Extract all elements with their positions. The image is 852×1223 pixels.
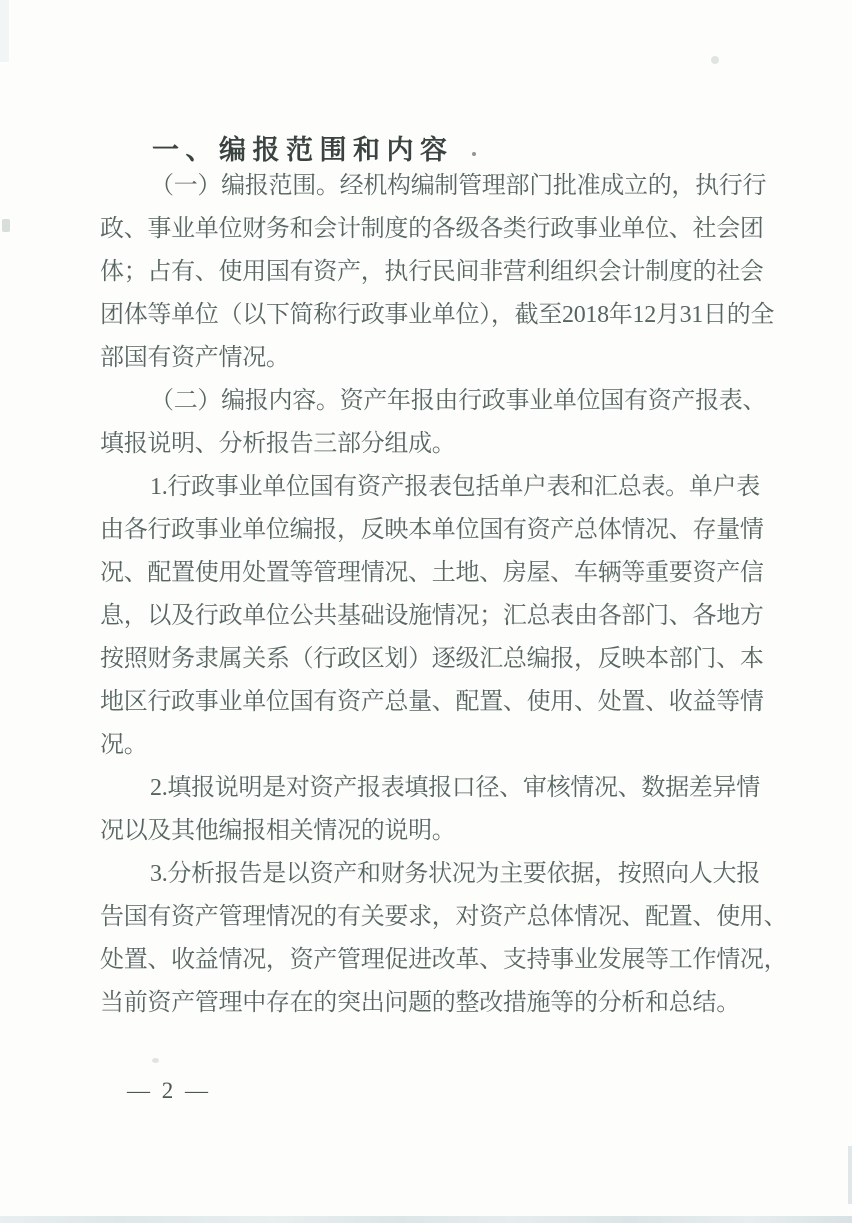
scan-speck-left-edge [2,219,10,232]
text-line: 地区行政事业单位国有资产总量、配置、使用、处置、收益等情 [100,689,764,715]
text-line: 体；占有、使用国有资产，执行民间非营利组织会计制度的社会 [100,259,764,285]
text-line: 况以及其他编报相关情况的说明。 [100,818,456,844]
text-line: （二）编报内容。资产年报由行政事业单位国有资产报表、 [150,388,767,414]
text-line: 部国有资产情况。 [100,345,290,371]
ink-dot [472,152,476,156]
scan-speck-footer [152,1058,159,1063]
paragraph-item-2 [100,767,768,853]
document-body [100,165,788,1025]
text-line: 息，以及行政单位公共基础设施情况；汇总表由各部门、各地方 [100,603,764,629]
scan-mark-right-edge [848,1146,852,1204]
text-line: 况、配置使用处置等管理情况、土地、房屋、车辆等重要资产信 [100,560,764,586]
text-line: 3.分析报告是以资产和财务状况为主要依据，按照向人大报 [150,861,760,887]
text-line: 告国有资产管理情况的有关要求，对资产总体情况、配置、使用、 [100,904,788,930]
text-line: 填报说明、分析报告三部分组成。 [100,431,456,457]
text-line: 1.行政事业单位国有资产报表包括单户表和汇总表。单户表 [150,474,760,500]
text-line: 当前资产管理中存在的突出问题的整改措施等的分析和总结。 [100,990,740,1016]
page-number: — 2 — [127,1078,211,1103]
text-line: （一）编报范围。经机构编制管理部门批准成立的，执行行 [150,173,767,199]
paragraph-content [100,380,768,466]
text-line: 按照财务隶属关系（行政区划）逐级汇总编报，反映本部门、本 [100,646,764,672]
text-line: 处置、收益情况，资产管理促进改革、支持事业发展等工作情况， [100,947,788,973]
scan-speck-top-right [711,56,719,64]
section-heading: 一、编报范围和内容 [152,135,454,166]
text-line: 由各行政事业单位编报，反映本单位国有资产总体情况、存量情 [100,517,764,543]
text-line: 政、事业单位财务和会计制度的各级各类行政事业单位、社会团 [100,216,764,242]
paragraph-item-3 [100,853,788,1025]
bottom-scan-shadow [0,1216,852,1223]
paragraph-scope [100,165,775,380]
scan-corner-strip [0,0,9,62]
paragraph-item-1 [100,466,768,767]
text-line: 况。 [100,732,148,758]
text-line: 团体等单位（以下简称行政事业单位），截至2018年12月31日的全 [100,302,775,328]
text-line: 2.填报说明是对资产报表填报口径、审核情况、数据差异情 [150,775,760,801]
